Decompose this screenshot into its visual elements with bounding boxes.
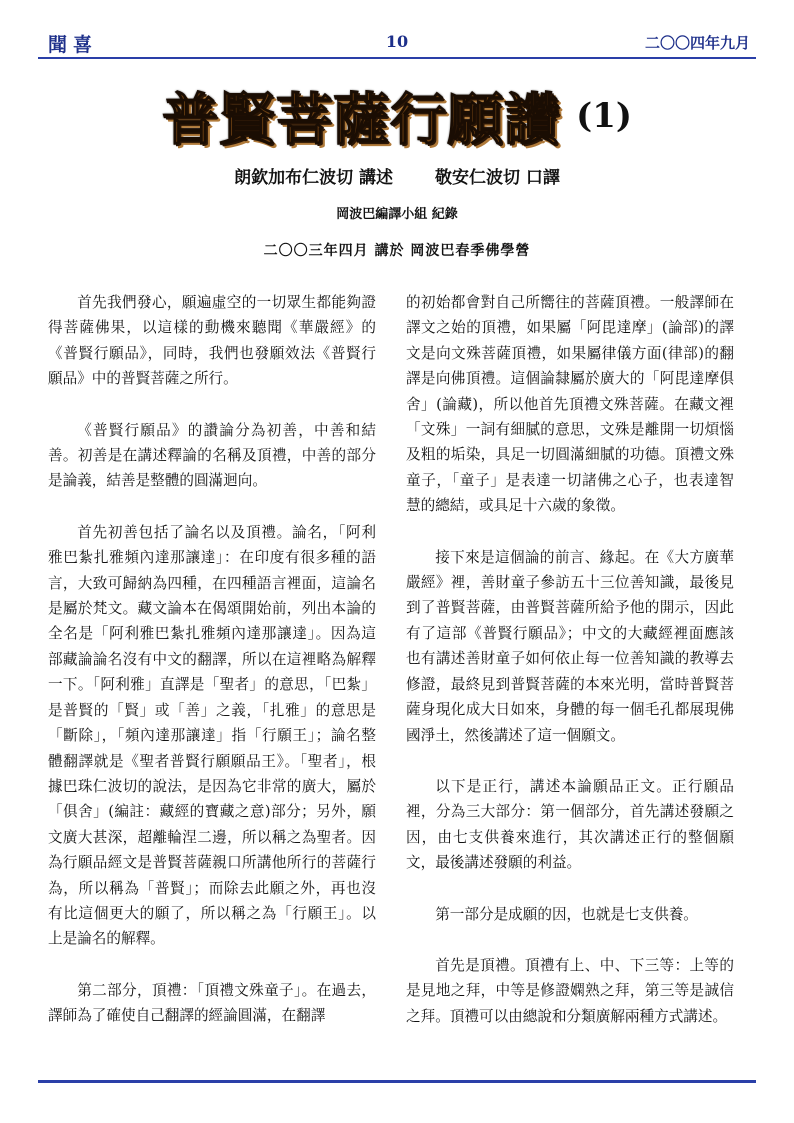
article-title (0, 76, 794, 153)
paragraph: 第二部分，頂禮：「頂禮文殊童子」。在過去，譯師為了確使自己翻譯的經論圓滿，在翻譯 (48, 981, 376, 1025)
paragraph: 以下是正行，講述本論願品正文。正行願品裡，分為三大部分：第一個部分，首先講述發願之因，由七支供養來進行，其次講述正行的整個願文，最後講述發願的利益。 (406, 777, 734, 872)
header-rule (38, 57, 756, 59)
paragraph: 接下來是這個論的前言、緣起。在《大方廣華嚴經》裡，善財童子參訪五十三位善知識，最後見到了普賢菩薩，由普賢菩薩所給予他的開示，因此有了這部《普賢行願品》；中文的大藏經裡面應該也有講述善財童子如何依止每一位善知識的教導去修證，最終見到普賢菩薩的本來光明，當時普賢菩薩身現化成大日如來，身體的每一個毛孔都展現佛國淨土，然後講述了這一個願文。 (406, 548, 734, 744)
title-main: 普賢菩薩行願讚 (162, 87, 562, 153)
paragraph: 首先是頂禮。頂禮有上、中、下三等：上等的是見地之拜，中等是修證嫻熟之拜，第三等是誠信之拜。頂禮可以由總說和分類廣解兩種方式講述。 (406, 956, 734, 1025)
paragraph: 《普賢行願品》的讚論分為初善，中善和結善。初善是在講述釋論的名稱及頂禮，中善的部分是論義，結善是整體的圓滿迴向。 (48, 421, 376, 490)
footer-rule (38, 1080, 756, 1083)
issue-date: 二〇〇四年九月 (644, 34, 750, 52)
byline (0, 163, 794, 188)
title-part-number: (1) (576, 96, 632, 136)
right-column (406, 290, 734, 1055)
translator-credit: 敬安仁波切 口譯 (434, 168, 560, 188)
paragraph: 首先我們發心，願遍虛空的一切眾生都能夠證得菩薩佛果，以這樣的動機來聽聞《華嚴經》的《普賢行願品》，同時，我們也發願效法《普賢行願品》中的普賢菩薩之所行。 (48, 294, 376, 388)
page-header (38, 30, 756, 56)
paragraph: 首先初善包括了論名以及頂禮。論名，「阿利雅巴紮扎雅頻內達那讓達」：在印度有很多種的語言，大致可歸納為四種，在四種語言裡面，這論名是屬於梵文。藏文論本在偈頌開始前，列出本論的全名是「阿利雅巴紮扎雅頻內達那讓達」。因為這部藏論論名沒有中文的翻譯，所以在這裡略為解釋一下。「阿利雅」直譯是「聖者」的意思，「巴紮」是普賢的「賢」或「善」之義，「扎雅」的意思是「斷除」，「頻內達那讓達」指「行願王」；論名整體翻譯就是《聖者普賢行願願品王》。「聖者」，根據巴珠仁波切的說法，是因為它非常的廣大，屬於「俱舍」(編註：藏經的寶藏之意)部分；另外，願文廣大甚深，超離輪涅二邊，所以稱之為聖者。因為行願品經文是普賢菩薩親口所講他所行的菩薩行為，所以稱為「普賢」；而除去此願之外，再也沒有比這個更大的願了，所以稱之為「行願王」。以上是論名的解釋。 (48, 523, 376, 948)
left-column (48, 290, 376, 1055)
paragraph: 的初始都會對自己所嚮往的菩薩頂禮。一般譯師在譯文之始的頂禮，如果屬「阿毘達摩」(論部)的譯文是向文殊菩薩頂禮，如果屬律儀方面(律部)的翻譯是向佛頂禮。這個論隸屬於廣大的「阿毘達摩俱舍」(論藏)，所以他首先頂禮文殊菩薩。在藏文裡「文殊」一詞有細膩的意思，文殊是離開一切煩惱及粗的垢染，具足一切圓滿細膩的功德。頂禮文殊童子，「童子」是表達一切諸佛之心子，也表達智慧的總結，或具足十六歲的象徵。 (406, 294, 734, 515)
recorder-credit: 岡波巴編譯小組 紀錄 (336, 207, 458, 222)
venue-line: 二〇〇三年四月 講於 岡波巴春季佛學營 (263, 243, 531, 259)
paragraph: 第一部分是成願的因，也就是七支供養。 (435, 905, 698, 923)
page-number: 10 (385, 32, 409, 51)
newsletter-name: 聞喜 (48, 34, 99, 56)
speaker-credit: 朗欽加布仁波切 講述 (234, 168, 394, 188)
